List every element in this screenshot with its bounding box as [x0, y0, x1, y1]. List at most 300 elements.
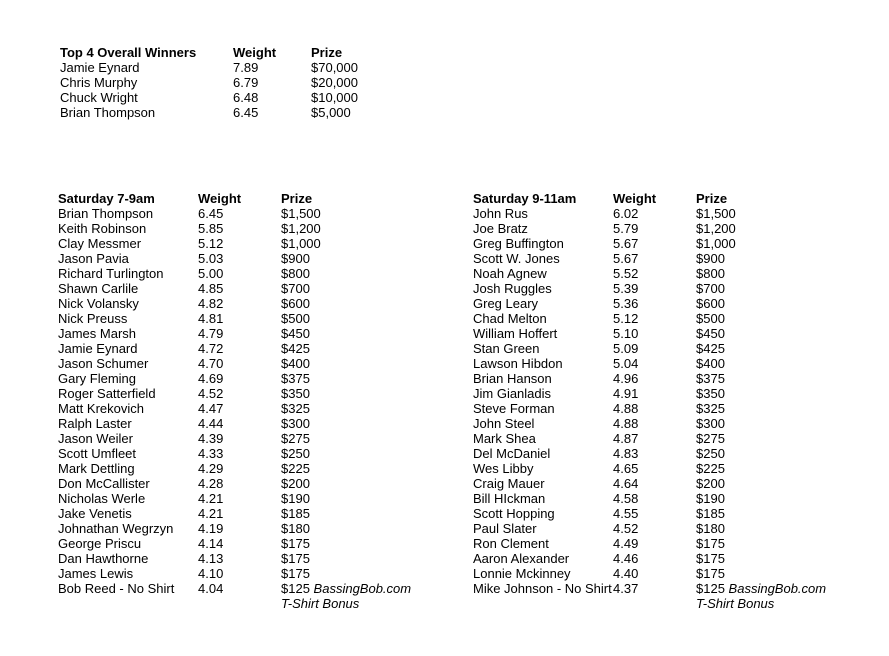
- fish-weight: 5.00: [198, 266, 224, 281]
- prize-value: $10,000: [311, 90, 358, 105]
- table-row: [473, 386, 883, 401]
- angler-name: Jamie Eynard: [60, 60, 140, 75]
- table-row: [58, 236, 458, 251]
- fish-weight: 5.04: [613, 356, 639, 371]
- prize-value: $400: [281, 356, 310, 371]
- bonus-note: T-Shirt Bonus: [281, 596, 360, 611]
- fish-weight: 5.36: [613, 296, 639, 311]
- prize-amount: [696, 446, 725, 461]
- column-header-weight: Weight: [198, 191, 242, 206]
- fish-weight: 4.55: [613, 506, 639, 521]
- prize-value: $375: [281, 371, 310, 386]
- angler-name: Jason Schumer: [58, 356, 149, 371]
- prize-amount: [696, 581, 826, 596]
- angler-name: Don McCallister: [58, 476, 150, 491]
- prize-amount: [281, 386, 310, 401]
- prize-value: $800: [281, 266, 310, 281]
- saturday-7-9am-table: [58, 191, 458, 611]
- prize-amount: [281, 446, 310, 461]
- prize-amount: [696, 281, 725, 296]
- fish-weight: 4.81: [198, 311, 224, 326]
- angler-name: Nick Preuss: [58, 311, 128, 326]
- angler-name: Del McDaniel: [473, 446, 551, 461]
- prize-value: $185: [696, 506, 725, 521]
- fish-weight: 4.58: [613, 491, 639, 506]
- bonus-note-row: [473, 596, 883, 611]
- prize-value: $190: [281, 491, 310, 506]
- table-header: [473, 191, 883, 206]
- fish-weight: 6.02: [613, 206, 639, 221]
- prize-amount: [696, 326, 725, 341]
- angler-name: Jake Venetis: [58, 506, 132, 521]
- prize-value: $175: [696, 551, 725, 566]
- fish-weight: 4.88: [613, 416, 639, 431]
- angler-name: Keith Robinson: [58, 221, 147, 236]
- prize-amount: [281, 311, 310, 326]
- prize-amount: [696, 536, 725, 551]
- table-row: [473, 581, 883, 596]
- angler-name: Bill HIckman: [473, 491, 546, 506]
- prize-value: $180: [696, 521, 725, 536]
- fish-weight: 4.65: [613, 461, 639, 476]
- angler-name: Bob Reed - No Shirt: [58, 581, 175, 596]
- table-row: [473, 311, 883, 326]
- fish-weight: 4.64: [613, 476, 639, 491]
- table-header: [60, 45, 390, 60]
- fish-weight: 4.29: [198, 461, 224, 476]
- prize-amount: [696, 416, 725, 431]
- angler-name: Joe Bratz: [473, 221, 528, 236]
- fish-weight: 4.19: [198, 521, 224, 536]
- angler-name: Dan Hawthorne: [58, 551, 149, 566]
- prize-amount: [696, 431, 725, 446]
- table-row: [58, 251, 458, 266]
- fish-weight: 4.44: [198, 416, 224, 431]
- angler-name: Chris Murphy: [60, 75, 138, 90]
- table-row: [58, 296, 458, 311]
- angler-name: Richard Turlington: [58, 266, 164, 281]
- angler-name: Brian Hanson: [473, 371, 552, 386]
- prize-value: $600: [281, 296, 310, 311]
- angler-name: Mike Johnson - No Shirt: [473, 581, 612, 596]
- prize-amount: [281, 371, 310, 386]
- prize-value: $175: [281, 566, 310, 581]
- prize-amount: [311, 105, 351, 120]
- prize-amount: [281, 296, 310, 311]
- prize-amount: [311, 90, 358, 105]
- fish-weight: 4.52: [613, 521, 639, 536]
- table-row: [473, 236, 883, 251]
- fish-weight: 4.49: [613, 536, 639, 551]
- angler-name: Brian Thompson: [58, 206, 154, 221]
- angler-name: Craig Mauer: [473, 476, 545, 491]
- fish-weight: 5.03: [198, 251, 224, 266]
- prize-value: $600: [696, 296, 725, 311]
- prize-amount: [696, 551, 725, 566]
- prize-amount: [696, 356, 725, 371]
- prize-amount: [281, 506, 310, 521]
- angler-name: George Priscu: [58, 536, 142, 551]
- bonus-note: T-Shirt Bonus: [696, 596, 775, 611]
- angler-name: Aaron Alexander: [473, 551, 570, 566]
- angler-name: Josh Ruggles: [473, 281, 552, 296]
- angler-name: Mark Shea: [473, 431, 536, 446]
- table-row: [473, 551, 883, 566]
- prize-value: $175: [696, 536, 725, 551]
- angler-name: Ralph Laster: [58, 416, 132, 431]
- fish-weight: 4.13: [198, 551, 224, 566]
- angler-name: Scott Hopping: [473, 506, 555, 521]
- table-row: [58, 461, 458, 476]
- fish-weight: 4.87: [613, 431, 639, 446]
- prize-value: $225: [281, 461, 310, 476]
- prize-value: $200: [696, 476, 725, 491]
- column-header-name: Saturday 9-11am: [473, 191, 577, 206]
- table-row: [58, 416, 458, 431]
- prize-value: $175: [696, 566, 725, 581]
- prize-value: $700: [696, 281, 725, 296]
- table-row: [473, 281, 883, 296]
- prize-amount: [281, 281, 310, 296]
- table-row: [60, 75, 390, 90]
- table-row: [58, 401, 458, 416]
- fish-weight: 4.39: [198, 431, 224, 446]
- table-row: [58, 266, 458, 281]
- angler-name: Lonnie Mckinney: [473, 566, 571, 581]
- fish-weight: 5.67: [613, 236, 639, 251]
- table-row: [473, 431, 883, 446]
- prize-amount: [281, 266, 310, 281]
- prize-value: $1,200: [281, 221, 321, 236]
- prize-value: $1,500: [281, 206, 321, 221]
- fish-weight: 4.82: [198, 296, 224, 311]
- table-row: [473, 461, 883, 476]
- column-header-name: Top 4 Overall Winners: [60, 45, 197, 60]
- prize-value: $180: [281, 521, 310, 536]
- angler-name: John Rus: [473, 206, 528, 221]
- table-row: [58, 371, 458, 386]
- prize-value: $325: [281, 401, 310, 416]
- fish-weight: 7.89: [233, 60, 259, 75]
- angler-name: Stan Green: [473, 341, 540, 356]
- table-row: [58, 476, 458, 491]
- table-row: [473, 326, 883, 341]
- prize-amount: [696, 266, 725, 281]
- prize-value: $275: [696, 431, 725, 446]
- fish-weight: 4.37: [613, 581, 639, 596]
- prize-value: $200: [281, 476, 310, 491]
- prize-amount: [311, 75, 358, 90]
- table-row: [473, 206, 883, 221]
- prize-value: $190: [696, 491, 725, 506]
- prize-value: $700: [281, 281, 310, 296]
- bonus-note-row: [58, 596, 458, 611]
- prize-amount: [281, 251, 310, 266]
- prize-amount: [281, 536, 310, 551]
- prize-amount: [281, 356, 310, 371]
- prize-amount: [696, 371, 725, 386]
- prize-value: $125: [281, 581, 310, 596]
- angler-name: Ron Clement: [473, 536, 549, 551]
- angler-name: Shawn Carlile: [58, 281, 139, 296]
- prize-value: $800: [696, 266, 725, 281]
- angler-name: Greg Leary: [473, 296, 539, 311]
- angler-name: James Marsh: [58, 326, 137, 341]
- fish-weight: 4.14: [198, 536, 224, 551]
- angler-name: Lawson Hibdon: [473, 356, 563, 371]
- angler-name: Chuck Wright: [60, 90, 138, 105]
- prize-value: $375: [696, 371, 725, 386]
- fish-weight: 5.39: [613, 281, 639, 296]
- prize-amount: [281, 401, 310, 416]
- prize-value: $900: [281, 251, 310, 266]
- table-row: [58, 206, 458, 221]
- prize-amount: [696, 236, 736, 251]
- prize-amount: [696, 341, 725, 356]
- fish-weight: 4.88: [613, 401, 639, 416]
- prize-value: $900: [696, 251, 725, 266]
- table-row: [473, 566, 883, 581]
- table-row: [58, 431, 458, 446]
- column-header-weight: Weight: [233, 45, 277, 60]
- table-row: [473, 356, 883, 371]
- table-row: [58, 506, 458, 521]
- prize-amount: [696, 476, 725, 491]
- table-row: [58, 521, 458, 536]
- prize-amount: [696, 506, 725, 521]
- angler-name: John Steel: [473, 416, 535, 431]
- prize-value: $1,200: [696, 221, 736, 236]
- prize-value: $500: [281, 311, 310, 326]
- angler-name: Scott Umfleet: [58, 446, 137, 461]
- fish-weight: 5.12: [198, 236, 224, 251]
- prize-amount: [696, 311, 725, 326]
- fish-weight: 6.45: [233, 105, 259, 120]
- prize-value: $350: [281, 386, 310, 401]
- angler-name: Greg Buffington: [473, 236, 564, 251]
- prize-value: $500: [696, 311, 725, 326]
- prize-value: $425: [696, 341, 725, 356]
- prize-amount: [696, 401, 725, 416]
- prize-amount: [696, 206, 736, 221]
- angler-name: Roger Satterfield: [58, 386, 156, 401]
- fish-weight: 4.33: [198, 446, 224, 461]
- angler-name: Gary Fleming: [58, 371, 137, 386]
- prize-amount: [311, 60, 358, 75]
- table-row: [58, 221, 458, 236]
- fish-weight: 4.52: [198, 386, 224, 401]
- saturday-9-11am-table: [473, 191, 883, 611]
- angler-name: Clay Messmer: [58, 236, 142, 251]
- fish-weight: 6.48: [233, 90, 259, 105]
- table-row: [58, 386, 458, 401]
- prize-value: $425: [281, 341, 310, 356]
- prize-amount: [696, 566, 725, 581]
- fish-weight: 4.79: [198, 326, 224, 341]
- fish-weight: 4.40: [613, 566, 639, 581]
- fish-weight: 4.46: [613, 551, 639, 566]
- angler-name: Jim Gianladis: [473, 386, 552, 401]
- angler-name: Jamie Eynard: [58, 341, 138, 356]
- prize-value: $225: [696, 461, 725, 476]
- prize-value: $450: [696, 326, 725, 341]
- fish-weight: 5.09: [613, 341, 639, 356]
- prize-amount: [281, 476, 310, 491]
- prize-amount: [696, 221, 736, 236]
- fish-weight: 4.10: [198, 566, 224, 581]
- prize-value: $1,000: [696, 236, 736, 251]
- fish-weight: 5.10: [613, 326, 639, 341]
- fish-weight: 4.21: [198, 506, 224, 521]
- overall-winners-table: [60, 45, 390, 120]
- prize-value: $350: [696, 386, 725, 401]
- prize-amount: [281, 236, 321, 251]
- prize-value: $325: [696, 401, 725, 416]
- angler-name: James Lewis: [58, 566, 134, 581]
- table-row: [473, 296, 883, 311]
- column-header-name: Saturday 7-9am: [58, 191, 155, 206]
- table-row: [473, 521, 883, 536]
- table-row: [58, 491, 458, 506]
- angler-name: Jason Pavia: [58, 251, 129, 266]
- table-row: [58, 581, 458, 596]
- fish-weight: 4.83: [613, 446, 639, 461]
- table-row: [60, 60, 390, 75]
- prize-value: $400: [696, 356, 725, 371]
- prize-amount: [696, 251, 725, 266]
- prize-amount: [281, 221, 321, 236]
- table-row: [473, 371, 883, 386]
- fish-weight: 4.70: [198, 356, 224, 371]
- table-header: [58, 191, 458, 206]
- fish-weight: 5.52: [613, 266, 639, 281]
- angler-name: Jason Weiler: [58, 431, 133, 446]
- fish-weight: 5.67: [613, 251, 639, 266]
- table-row: [58, 446, 458, 461]
- prize-value: $1,000: [281, 236, 321, 251]
- prize-value: $70,000: [311, 60, 358, 75]
- fish-weight: 4.21: [198, 491, 224, 506]
- prize-value: $125: [696, 581, 725, 596]
- table-row: [58, 326, 458, 341]
- prize-value: $20,000: [311, 75, 358, 90]
- table-row: [58, 551, 458, 566]
- fish-weight: 5.85: [198, 221, 224, 236]
- prize-value: $175: [281, 536, 310, 551]
- angler-name: Brian Thompson: [60, 105, 156, 120]
- prize-amount: [281, 551, 310, 566]
- fish-weight: 4.91: [613, 386, 639, 401]
- table-row: [58, 536, 458, 551]
- prize-amount: [281, 566, 310, 581]
- table-row: [473, 401, 883, 416]
- table-row: [473, 266, 883, 281]
- prize-value: $250: [281, 446, 310, 461]
- angler-name: Matt Krekovich: [58, 401, 144, 416]
- angler-name: Noah Agnew: [473, 266, 547, 281]
- fish-weight: 4.47: [198, 401, 224, 416]
- table-row: [473, 341, 883, 356]
- table-row: [58, 311, 458, 326]
- bonus-site: BassingBob.com: [313, 581, 412, 596]
- prize-value: $250: [696, 446, 725, 461]
- fish-weight: 5.79: [613, 221, 639, 236]
- prize-amount: [696, 491, 725, 506]
- prize-value: $300: [696, 416, 725, 431]
- angler-name: Scott W. Jones: [473, 251, 560, 266]
- angler-name: Nicholas Werle: [58, 491, 146, 506]
- column-header-weight: Weight: [613, 191, 657, 206]
- table-row: [473, 506, 883, 521]
- fish-weight: 4.69: [198, 371, 224, 386]
- prize-amount: [281, 416, 310, 431]
- prize-value: $1,500: [696, 206, 736, 221]
- prize-amount: [281, 521, 310, 536]
- fish-weight: 4.96: [613, 371, 639, 386]
- angler-name: Nick Volansky: [58, 296, 139, 311]
- column-header-prize: Prize: [281, 191, 313, 206]
- table-row: [60, 90, 390, 105]
- table-row: [60, 105, 390, 120]
- table-row: [58, 341, 458, 356]
- fish-weight: 4.72: [198, 341, 224, 356]
- fish-weight: 4.04: [198, 581, 224, 596]
- bonus-site: BassingBob.com: [728, 581, 827, 596]
- table-row: [473, 536, 883, 551]
- angler-name: Chad Melton: [473, 311, 547, 326]
- angler-name: Mark Dettling: [58, 461, 135, 476]
- prize-amount: [696, 461, 725, 476]
- prize-amount: [281, 581, 411, 596]
- angler-name: Steve Forman: [473, 401, 555, 416]
- fish-weight: 4.28: [198, 476, 224, 491]
- fish-weight: 4.85: [198, 281, 224, 296]
- column-header-prize: Prize: [696, 191, 728, 206]
- fish-weight: 6.45: [198, 206, 224, 221]
- table-row: [58, 356, 458, 371]
- prize-value: $185: [281, 506, 310, 521]
- table-row: [473, 251, 883, 266]
- prize-amount: [281, 431, 310, 446]
- prize-value: $450: [281, 326, 310, 341]
- prize-value: $275: [281, 431, 310, 446]
- prize-amount: [281, 461, 310, 476]
- table-row: [473, 416, 883, 431]
- prize-amount: [281, 491, 310, 506]
- prize-value: $300: [281, 416, 310, 431]
- angler-name: Paul Slater: [473, 521, 537, 536]
- prize-value: $175: [281, 551, 310, 566]
- table-row: [473, 446, 883, 461]
- prize-value: $5,000: [311, 105, 351, 120]
- fish-weight: 6.79: [233, 75, 259, 90]
- fish-weight: 5.12: [613, 311, 639, 326]
- angler-name: Wes Libby: [473, 461, 534, 476]
- angler-name: William Hoffert: [473, 326, 558, 341]
- prize-amount: [281, 341, 310, 356]
- table-row: [58, 566, 458, 581]
- table-row: [473, 491, 883, 506]
- prize-amount: [281, 206, 321, 221]
- table-row: [473, 476, 883, 491]
- prize-amount: [281, 326, 310, 341]
- prize-amount: [696, 521, 725, 536]
- table-row: [473, 221, 883, 236]
- table-row: [58, 281, 458, 296]
- prize-amount: [696, 296, 725, 311]
- column-header-prize: Prize: [311, 45, 343, 60]
- prize-amount: [696, 386, 725, 401]
